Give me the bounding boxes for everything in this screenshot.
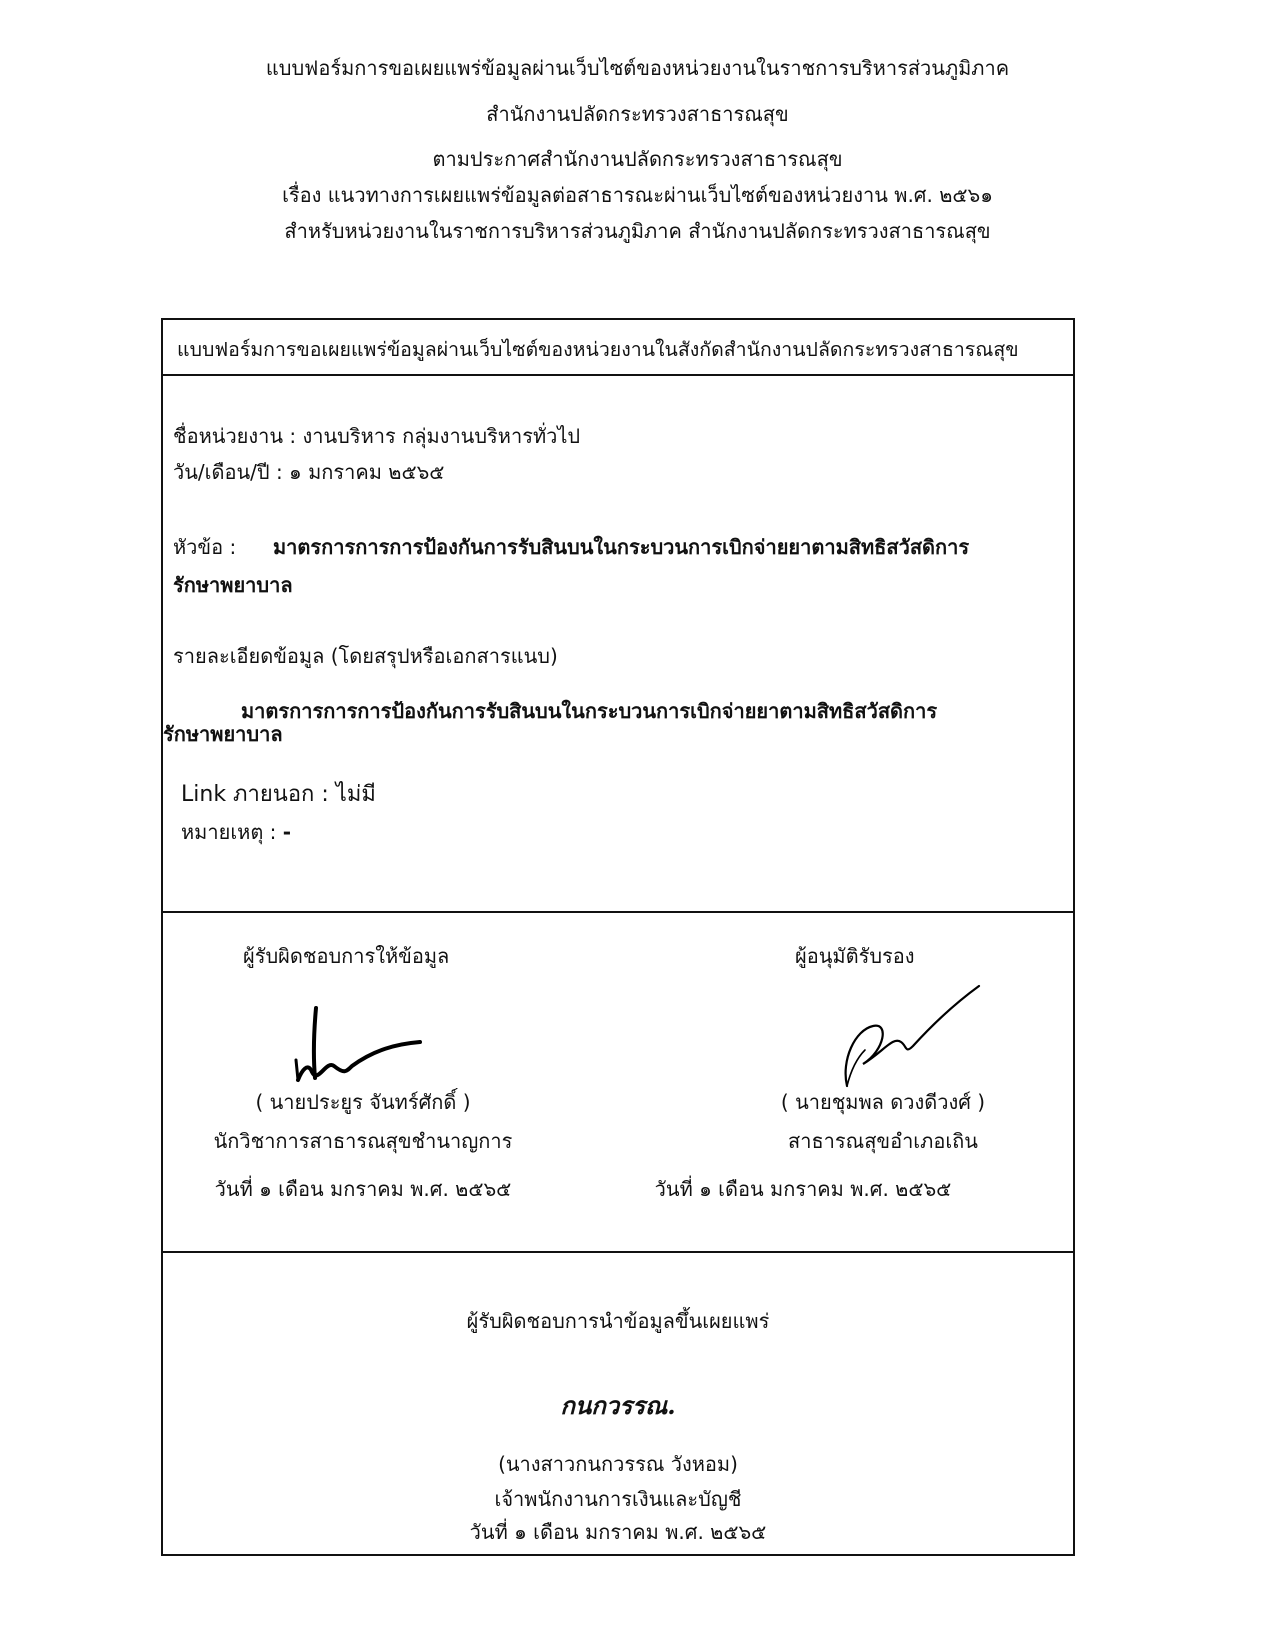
topic-label: หัวข้อ : [173,535,237,559]
topic-line-1: มาตรการการการป้องกันการรับสินบนในกระบวนการเบิกจ่ายยาตามสิทธิสวัสดิการ [273,535,970,559]
left-date: วันที่ ๑ เดือน มกราคม พ.ศ. ๒๕๖๕ [214,1177,512,1201]
header-line-3: ตามประกาศสำนักงานปลัดกระทรวงสาธารณสุข [432,147,843,171]
date-label: วัน/เดือน/ปี : [173,460,290,484]
right-role: ผู้อนุมัติรับรอง [795,944,915,968]
left-signature-icon [288,1000,428,1090]
details-line-2: รักษาพยาบาล [163,722,283,746]
note-label: หมายเหตุ : [181,820,283,844]
details-line-1: มาตรการการการป้องกันการรับสินบนในกระบวนการเบิกจ่ายยาตามสิทธิสวัสดิการ [241,699,938,723]
note-value: - [282,820,292,844]
date-value: ๑ มกราคม ๒๕๖๕ [289,460,445,484]
link-row [181,776,376,811]
details-label: รายละเอียดข้อมูล (โดยสรุปหรือเอกสารแนบ) [173,644,558,668]
link-label: Link ภายนอก : [181,782,336,807]
divider-content [163,911,1073,913]
right-name: ( นายชุมพล ดวงดีวงศ์ ) [780,1090,986,1114]
note-row [181,816,291,848]
link-value: ไม่มี [335,782,376,807]
bottom-position: เจ้าพนักงานการเงินและบัญชี [494,1487,742,1511]
header-line-5: สำหรับหน่วยงานในราชการบริหารส่วนภูมิภาค สำนักงานปลัดกระทรวงสาธารณสุข [284,219,991,243]
unit-label: ชื่อหน่วยงาน : [173,424,303,448]
bottom-name: (นางสาวกนกวรรณ วังหอม) [498,1452,738,1476]
divider-signatures [163,1251,1073,1253]
unit-value: งานบริหาร กลุ่มงานบริหารทั่วไป [302,424,581,448]
bottom-role: ผู้รับผิดชอบการนำข้อมูลขึ้นเผยแพร่ [466,1309,770,1333]
left-role: ผู้รับผิดชอบการให้ข้อมูล [243,944,450,968]
bottom-date: วันที่ ๑ เดือน มกราคม พ.ศ. ๒๕๖๕ [469,1520,767,1544]
right-date: วันที่ ๑ เดือน มกราคม พ.ศ. ๒๕๖๕ [654,1177,952,1201]
header-line-2: สำนักงานปลัดกระทรวงสาธารณสุข [486,102,789,126]
form-title: แบบฟอร์มการขอเผยแพร่ข้อมูลผ่านเว็บไซต์ของหน่วยงานในสังกัดสำนักงานปลัดกระทรวงสาธารณสุข [177,338,1019,361]
header-line-1: แบบฟอร์มการขอเผยแพร่ข้อมูลผ่านเว็บไซต์ของหน่วยงานในราชการบริหารส่วนภูมิภาค [265,56,1010,80]
right-position: สาธารณสุขอำเภอเถิน [788,1129,978,1153]
divider-title [163,374,1073,376]
form-frame [161,318,1075,1556]
header-line-4: เรื่อง แนวทางการเผยแพร่ข้อมูลต่อสาธารณะผ่านเว็บไซต์ของหน่วยงาน พ.ศ. ๒๕๖๑ [282,183,993,207]
date-row [173,456,444,488]
topic-line-2: รักษาพยาบาล [173,573,293,597]
left-position: นักวิชาการสาธารณสุขชำนาญการ [213,1129,513,1153]
unit-row [173,420,580,452]
bottom-signature-mark: กนกวรรณ. [560,1391,676,1420]
left-name: ( นายประยูร จันทร์ศักดิ์ ) [255,1090,471,1114]
right-signature-icon [833,980,983,1090]
